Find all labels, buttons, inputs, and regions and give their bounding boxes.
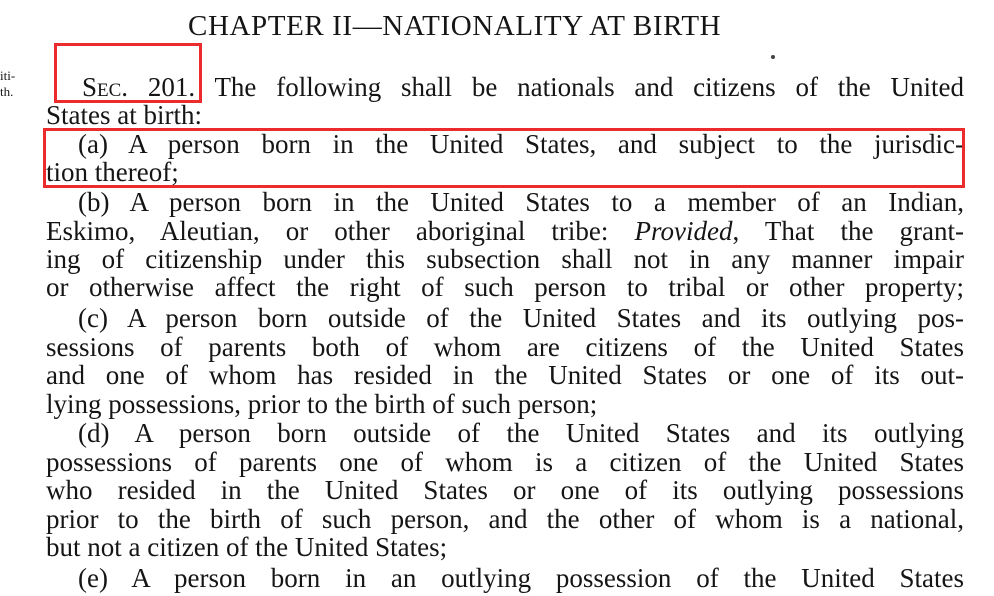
clause-d-line: but not a citizen of the United States; [46, 532, 448, 562]
section-line [82, 72, 964, 102]
clause-a-line: (a) A person born in the United States, and subject to the jurisdic- [78, 129, 964, 159]
section-number: Sec. 201. [82, 72, 196, 102]
clause-b-line: or otherwise affect the right of such person to tribal or other property; [46, 272, 964, 302]
clause-d-line: (d) A person born outside of the United States and its outlying [78, 418, 964, 448]
clause-e-line: (e) A person born in an outlying possession of the United States [78, 563, 964, 593]
ink-speck [771, 55, 775, 59]
proviso-word: Provided [634, 216, 733, 246]
clause-d-line: prior to the birth of such person, and the other of whom is a national, [46, 504, 964, 534]
clause-d-line: who resided in the United States or one of its outlying possessions [46, 475, 964, 505]
clause-c-line: sessions of parents both of whom are citizens of the United States [46, 332, 964, 362]
margin-note: iti- th. [0, 68, 16, 99]
clause-b-line [46, 216, 964, 246]
clause-b-text: , That the grant- [732, 216, 965, 246]
clause-c-line: (c) A person born outside of the United States and its outlying pos- [78, 303, 964, 333]
clause-b-text: Eskimo, Aleutian, or other aboriginal tribe: [46, 216, 609, 246]
clause-d-line: possessions of parents one of whom is a citizen of the United States [46, 447, 964, 477]
clause-c-line: lying possessions, prior to the birth of such person; [46, 389, 598, 419]
chapter-title: CHAPTER II—NATIONALITY AT BIRTH [188, 10, 722, 42]
clause-c-line: and one of whom has resided in the United States or one of its out- [46, 360, 964, 390]
section-intro: The following shall be nationals and citizens of the United [214, 72, 965, 102]
text-line: States at birth: [46, 100, 202, 130]
clause-a-line: tion thereof; [46, 157, 179, 187]
clause-b-line: ing of citizenship under this subsection shall not in any manner impair [46, 244, 964, 274]
clause-b-line: (b) A person born in the United States to a member of an Indian, [78, 187, 964, 217]
